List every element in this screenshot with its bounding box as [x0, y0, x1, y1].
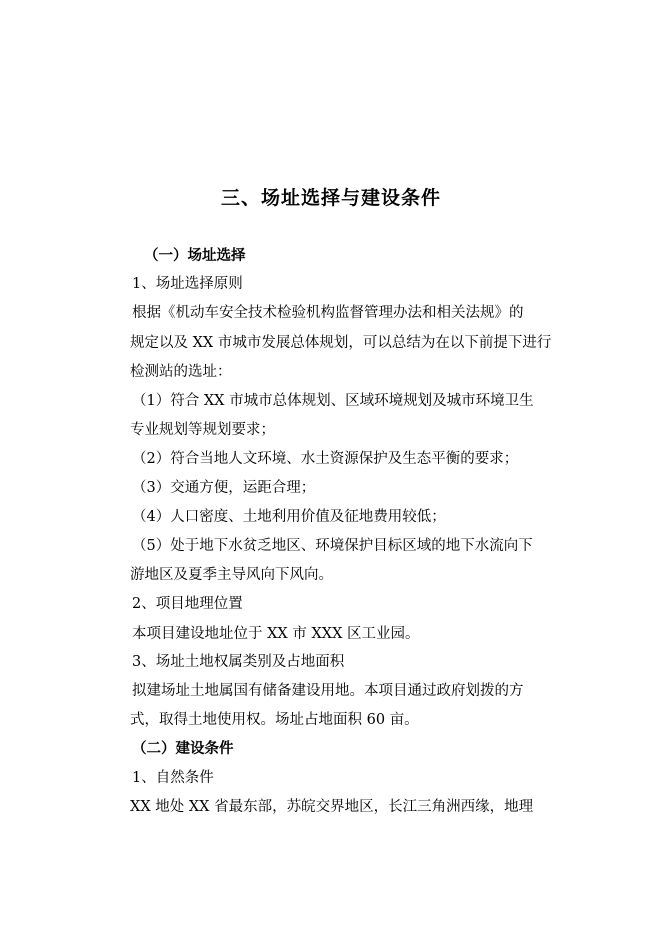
list-item-continuation: 专业规划等规划要求；	[130, 422, 275, 438]
list-item: （1）符合 XX 市城市总体规划、区域环境规划及城市环境卫生	[132, 393, 534, 409]
list-item: （3）交通方便，运距合理；	[132, 480, 316, 496]
paragraph-heading: 1、场址选择原则	[132, 276, 243, 292]
list-item: （4）人口密度、土地利用价值及征地费用较低；	[132, 509, 446, 525]
section-title: 三、场址选择与建设条件	[220, 187, 441, 209]
list-item-continuation: 游地区及夏季主导风向下风向。	[130, 567, 333, 583]
paragraph-line: 根据《机动车安全技术检验机构监督管理办法和相关法规》的	[132, 305, 524, 321]
paragraph-line: 式，取得土地使用权。场址占地面积 60 亩。	[130, 712, 419, 728]
paragraph-line: 规定以及 XX 市城市发展总体规划，可以总结为在以下前提下进行	[130, 335, 552, 351]
paragraph-line: XX 地处 XX 省最东部，苏皖交界地区，长江三角洲西缘，地理	[130, 799, 534, 815]
subsection-heading: （一）场址选择	[144, 248, 246, 264]
list-item: （2）符合当地人文环境、水土资源保护及生态平衡的要求；	[132, 451, 519, 467]
paragraph-line: 检测站的选址：	[130, 364, 232, 380]
paragraph-line: 本项目建设地址位于 XX 市 XXX 区工业园。	[132, 626, 420, 642]
subsection-heading: （二）建设条件	[132, 741, 234, 757]
paragraph-line: 拟建场址土地属国有储备建设用地。本项目通过政府划拨的方	[132, 683, 524, 699]
paragraph-heading: 3、场址土地权属类别及占地面积	[132, 654, 345, 670]
paragraph-heading: 2、项目地理位置	[132, 596, 243, 612]
list-item: （5）处于地下水贫乏地区、环境保护目标区域的地下水流向下	[132, 538, 533, 554]
paragraph-heading: 1、自然条件	[132, 770, 214, 786]
